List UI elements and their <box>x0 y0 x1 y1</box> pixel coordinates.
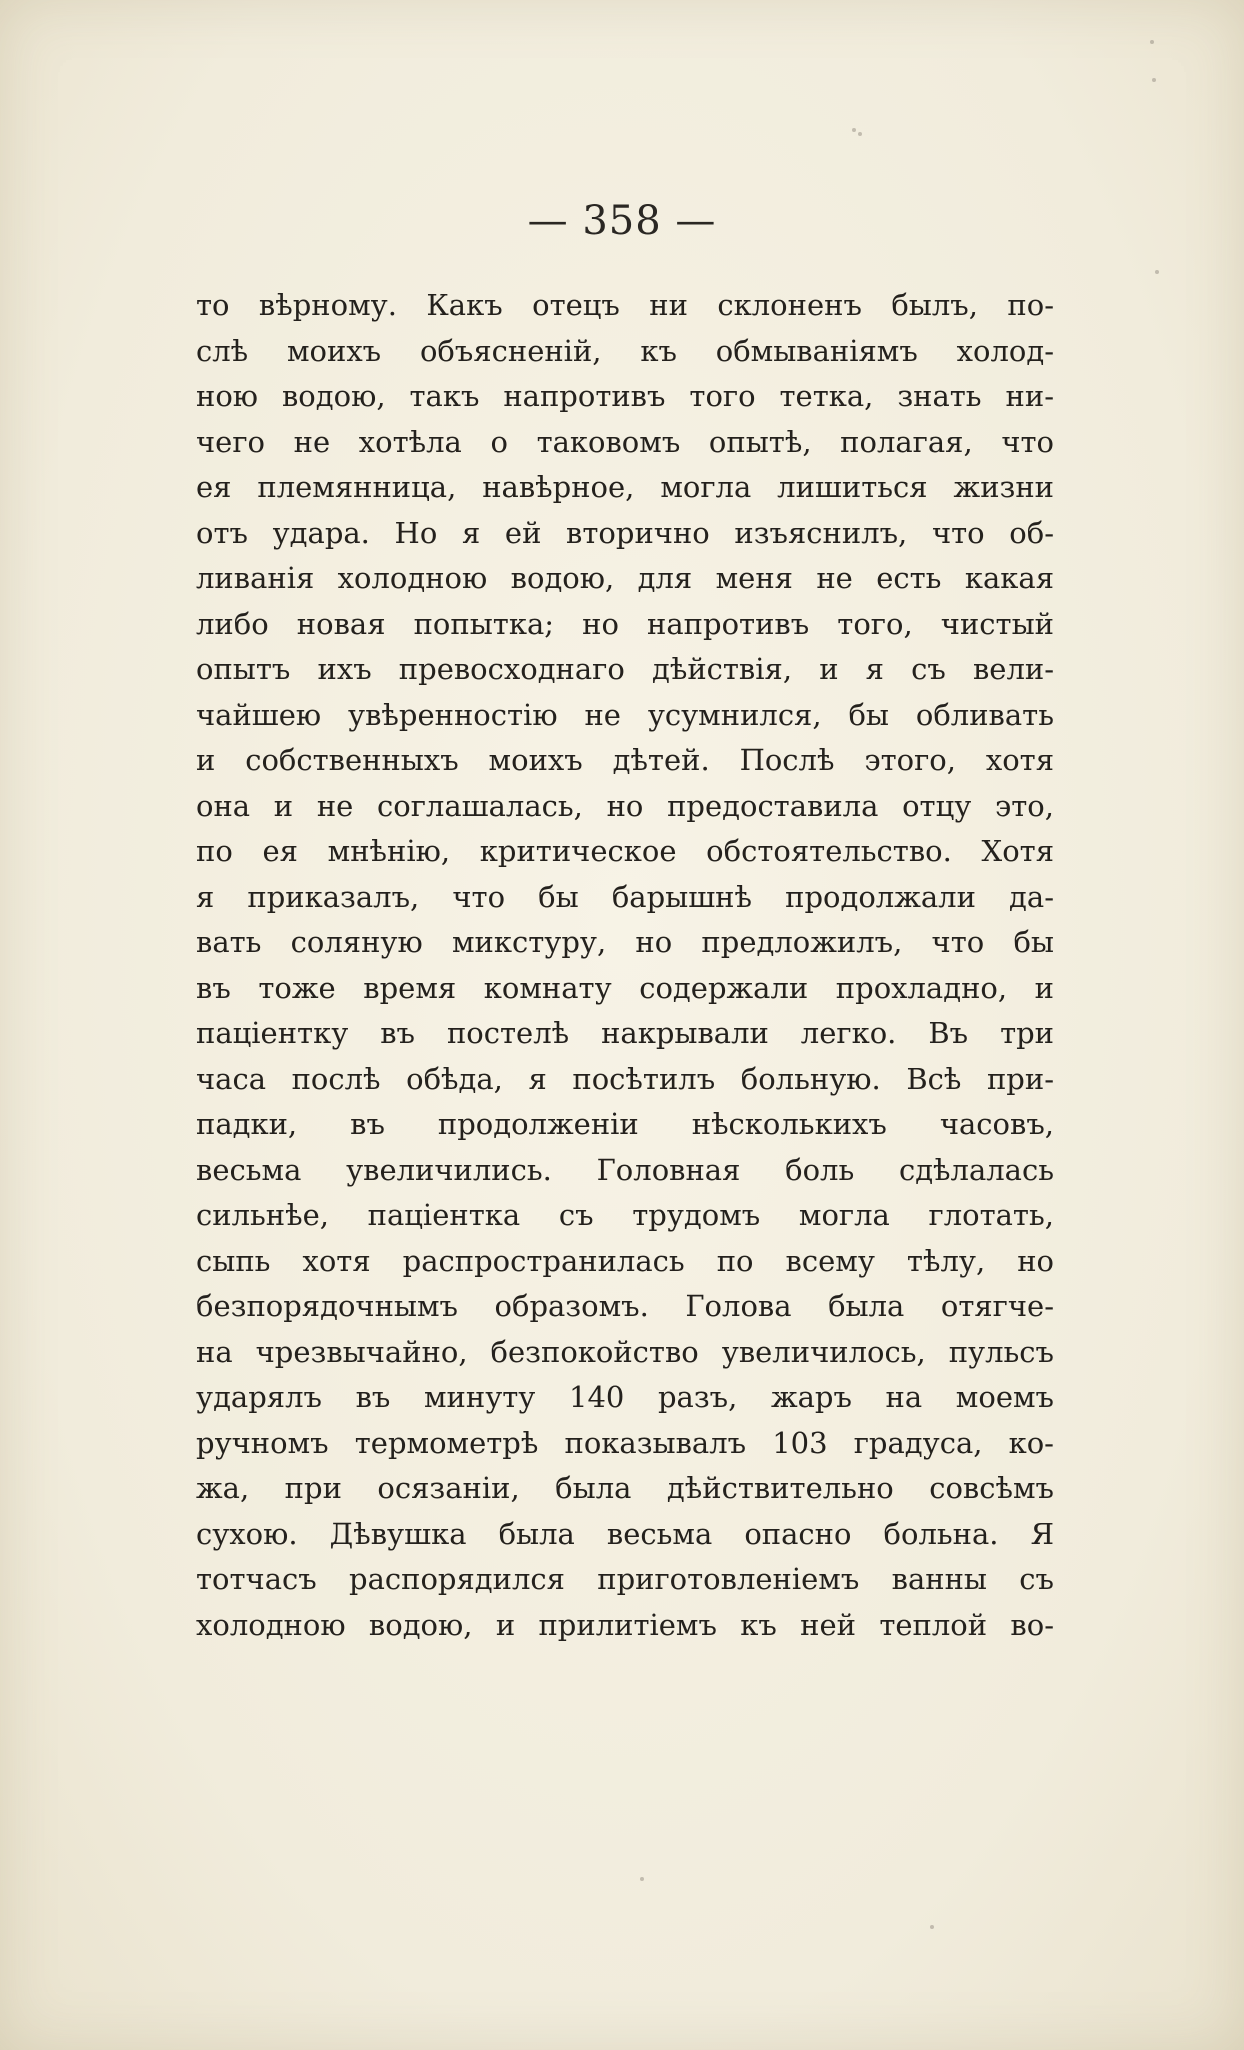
text-line: отъ удара. Но я ей вторично изъяснилъ, что об- <box>196 515 1054 550</box>
text-line: безпорядочнымъ образомъ. Голова была отягче- <box>196 1289 1054 1323</box>
text-line: жа, при осязаніи, была дѣйствительно совсѣмъ <box>196 1471 1054 1505</box>
text-line: часа послѣ обѣда, я посѣтилъ больную. Всѣ при- <box>196 1061 1054 1096</box>
paper-speck <box>1150 40 1154 44</box>
text-line: сухою. Дѣвушка была весьма опасно больна. Я <box>196 1516 1054 1551</box>
text-line: то вѣрному. Какъ отецъ ни склоненъ былъ, по- <box>196 288 1054 322</box>
body-text <box>196 283 1054 1648</box>
text-line: весьма увеличились. Головная боль сдѣлалась <box>196 1152 1054 1187</box>
text-line: холодною водою, и прилитіемъ къ ней теплой во- <box>196 1607 1054 1642</box>
text-line: ливанія холодною водою, для меня не есть какая <box>196 561 1054 595</box>
text-line: тотчасъ распорядился приготовленіемъ ванны съ <box>196 1562 1054 1596</box>
text-line: ною водою, такъ напротивъ того тетка, знать ни- <box>196 379 1054 413</box>
paper-speck <box>1152 78 1156 82</box>
text-line: ударялъ въ минуту 140 разъ, жаръ на моемъ <box>196 1380 1054 1414</box>
text-line: вать соляную микстуру, но предложилъ, что бы <box>196 925 1054 959</box>
paper-speck <box>852 128 856 132</box>
page-number: — 358 — <box>527 198 717 244</box>
text-line: падки, въ продолженіи нѣсколькихъ часовъ, <box>196 1107 1054 1141</box>
paper-speck <box>930 1925 934 1929</box>
text-line: паціентку въ постелѣ накрывали легко. Въ три <box>196 1016 1054 1050</box>
text-line: либо новая попытка; но напротивъ того, чистый <box>196 606 1054 641</box>
paper-speck <box>640 1877 644 1881</box>
text-line: по ея мнѣнію, критическое обстоятельство. Хотя <box>196 834 1054 868</box>
text-line: на чрезвычайно, безпокойство увеличилось, пульсъ <box>196 1334 1054 1369</box>
text-line: опытъ ихъ превосходнаго дѣйствія, и я съ вели- <box>196 652 1054 686</box>
paper-speck <box>858 132 862 136</box>
text-line: ея племянница, навѣрное, могла лишиться жизни <box>196 470 1054 504</box>
text-line: слѣ моихъ объясненій, къ обмываніямъ холод- <box>196 333 1054 368</box>
text-line: она и не соглашалась, но предоставила отцу это, <box>196 788 1054 823</box>
text-line: я приказалъ, что бы барышнѣ продолжали да- <box>196 879 1054 914</box>
text-line: сыпь хотя распространилась по всему тѣлу, но <box>196 1243 1054 1278</box>
text-line: чего не хотѣла о таковомъ опытѣ, полагая, что <box>196 424 1054 459</box>
text-line: сильнѣе, паціентка съ трудомъ могла глотать, <box>196 1198 1054 1232</box>
text-line: и собственныхъ моихъ дѣтей. Послѣ этого, хотя <box>196 743 1054 777</box>
text-line: чайшею увѣренностію не усумнился, бы обливать <box>196 697 1054 732</box>
text-line: ручномъ термометрѣ показывалъ 103 градуса, ко- <box>196 1425 1054 1460</box>
paper-speck <box>1155 270 1159 274</box>
text-line: въ тоже время комнату содержали прохладно, и <box>196 970 1054 1005</box>
